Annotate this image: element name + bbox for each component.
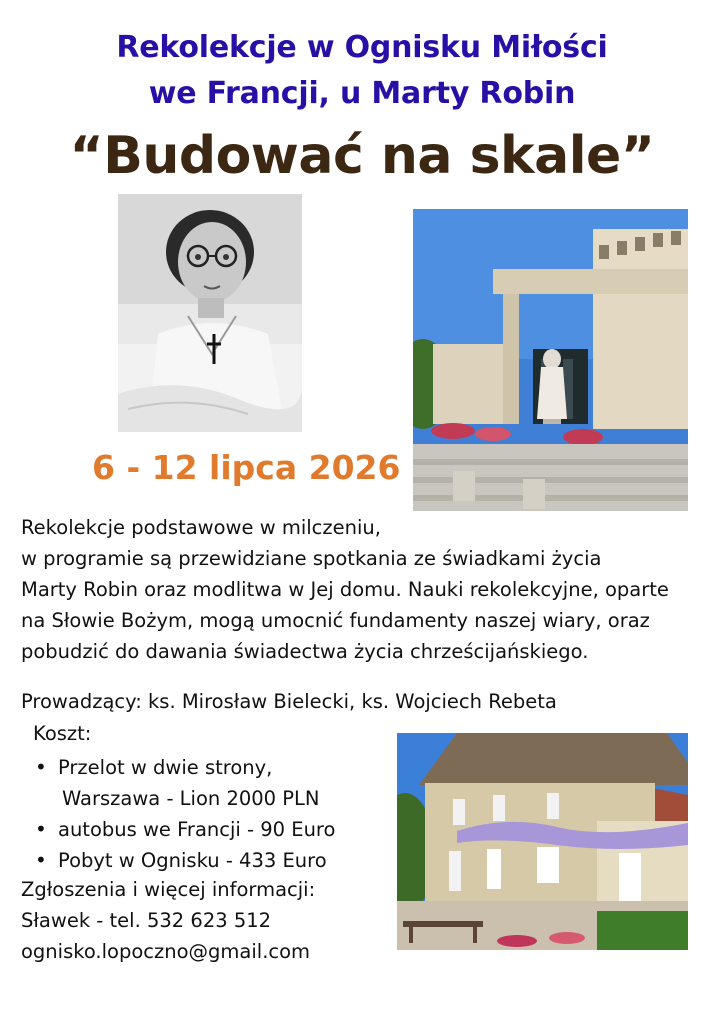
shrine-building-photo bbox=[413, 209, 688, 511]
contact-phone: Sławek - tel. 532 623 512 bbox=[21, 909, 272, 932]
description-line: w programie są przewidziane spotkania ze świadkami życia bbox=[21, 547, 602, 570]
cost-item-stay bbox=[33, 845, 335, 876]
house-photo bbox=[397, 733, 688, 950]
description bbox=[21, 512, 711, 667]
cost-item-text: autobus we Francji - 90 Euro bbox=[58, 818, 336, 841]
header-line-2: we Francji, u Marty Robin bbox=[148, 76, 576, 111]
main-title: “Budować na skale” bbox=[69, 126, 655, 186]
cost-label: Koszt: bbox=[33, 722, 92, 745]
description-line: na Słowie Bożym, mogą umocnić fundamenty naszej wiary, oraz bbox=[21, 609, 650, 632]
header-line-1: Rekolekcje w Ognisku Miłości bbox=[116, 30, 608, 65]
cost-item-text: Przelot w dwie strony, bbox=[58, 756, 273, 779]
description-line: Marty Robin oraz modlitwa w Jej domu. Nauki rekolekcyjne, oparte bbox=[21, 578, 669, 601]
description-line: Rekolekcje podstawowe w milczeniu, bbox=[21, 516, 381, 539]
cost-item-text: Pobyt w Ognisku - 433 Euro bbox=[58, 849, 327, 872]
cost-item-flight bbox=[33, 752, 335, 814]
contact-label: Zgłoszenia i więcej informacji: bbox=[21, 878, 316, 901]
cost-item-text: Warszawa - Lion 2000 PLN bbox=[62, 787, 320, 810]
contact-info bbox=[21, 874, 315, 967]
cost-list bbox=[33, 752, 335, 876]
leaders: Prowadzący: ks. Mirosław Bielecki, ks. Wojciech Rebeta bbox=[21, 690, 557, 713]
description-line: pobudzić do dawania świadectwa życia chrześcijańskiego. bbox=[21, 640, 589, 663]
event-date: 6 - 12 lipca 2026 bbox=[92, 448, 401, 487]
portrait-photo bbox=[118, 194, 302, 432]
contact-email: ognisko.lopoczno@gmail.com bbox=[21, 940, 311, 963]
cost-item-bus bbox=[33, 814, 335, 845]
